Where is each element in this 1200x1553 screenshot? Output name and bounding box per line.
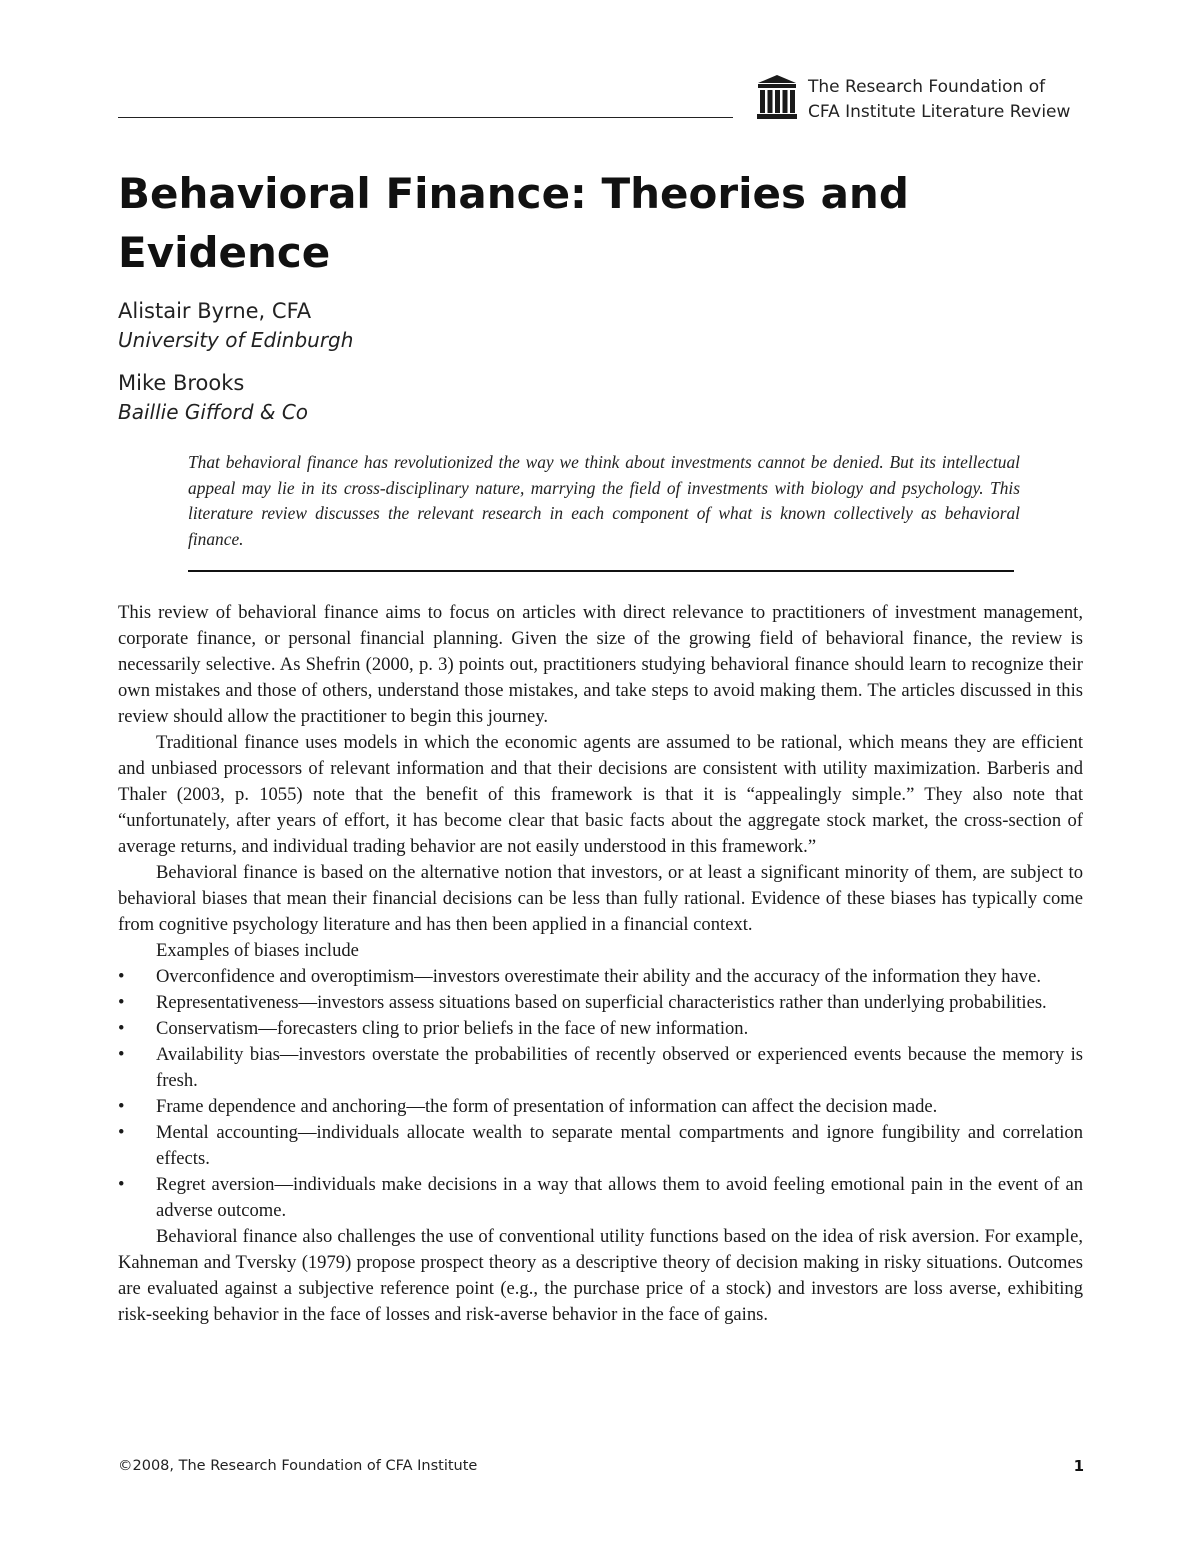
series-label-line1: The Research Foundation of	[808, 77, 1046, 97]
paragraph-intro: This review of behavioral finance aims to focus on articles with direct relevance to practitioners of investment management, corporate finance, or personal financial planning. Given the size of the growing field of behavioral finance, the review is necessarily selective. As Shefrin (2000, p. 3) points out, practitioners studying behavioral finance should learn to recognize their own mistakes and those of others, understand those mistakes, and take steps to avoid making them. The articles discussed in this review should allow the practitioner to begin this journey.	[118, 602, 1083, 727]
list-item	[118, 1042, 1083, 1094]
list-item-text: Overconfidence and overoptimism—investors overestimate their ability and the accuracy of the information they have.	[156, 966, 1041, 987]
list-item	[118, 964, 1083, 990]
bullet-icon: •	[118, 1174, 125, 1195]
list-item	[118, 1094, 1083, 1120]
list-item	[118, 1016, 1083, 1042]
list-item-text: Conservatism—forecasters cling to prior beliefs in the face of new information.	[156, 1018, 749, 1039]
page-number: 1	[1073, 1457, 1084, 1475]
list-item-text: Frame dependence and anchoring—the form of presentation of information can affect the decision made.	[156, 1096, 938, 1117]
list-item-text: Mental accounting—individuals allocate wealth to separate mental compartments and ignore fungibility and correlation effects.	[156, 1122, 1083, 1169]
list-item-text: Availability bias—investors overstate the probabilities of recently observed or experienced events because the memory is fresh.	[156, 1044, 1083, 1091]
list-item	[118, 990, 1083, 1016]
list-item	[118, 1172, 1083, 1224]
author-name-2: Mike Brooks	[118, 371, 245, 395]
bullet-icon: •	[118, 1122, 125, 1143]
paragraph-prospect-theory: Behavioral finance also challenges the use of conventional utility functions based on the idea of risk aversion. For example, Kahneman and Tversky (1979) propose prospect theory as a descriptive theory of decision making in risky situations. Outcomes are evaluated against a subjective reference point (e.g., the purchase price of a stock) and investors are loss averse, exhibiting risk-seeking behavior in the face of losses and risk-averse behavior in the face of gains.	[118, 1226, 1083, 1325]
series-label	[808, 75, 1070, 125]
bullet-icon: •	[118, 992, 125, 1013]
author-affiliation-1: University of Edinburgh	[118, 328, 354, 352]
paragraph-examples-lead: Examples of biases include	[156, 940, 359, 961]
series-label-line2: CFA Institute Literature Review	[808, 102, 1071, 122]
bullet-icon: •	[118, 1018, 125, 1039]
bullet-icon: •	[118, 1044, 125, 1065]
abstract-rule	[188, 570, 1014, 572]
abstract: That behavioral finance has revolutionized the way we think about investments cannot be denied. But its intellectual appeal may lie in its cross-disciplinary nature, marrying the field of investments with biology and psychology. This literature review discusses the relevant research in each component of what is known collectively as behavioral finance.	[188, 452, 1020, 549]
paragraph-traditional-finance: Traditional finance uses models in which the economic agents are assumed to be rational, which means they are efficient and unbiased processors of relevant information and that their decisions are consistent with utility maximization. Barberis and Thaler (2003, p. 1055) note that the benefit of this framework is that it is “appealingly simple.” They also note that “unfortunately, after years of effort, it has become clear that basic facts about the aggregate stock market, the cross-section of average returns, and individual trading behavior are not easily understood in this framework.”	[118, 732, 1083, 857]
copyright-footer: ©2008, The Research Foundation of CFA Institute	[118, 1458, 478, 1474]
bullet-icon: •	[118, 966, 125, 987]
body-text	[118, 600, 1083, 1328]
list-item-text: Representativeness—investors assess situations based on superficial characteristics rather than underlying probabilities.	[156, 992, 1047, 1013]
list-item	[118, 1120, 1083, 1172]
list-item-text: Regret aversion—individuals make decisions in a way that allows them to avoid feeling emotional pain in the event of an adverse outcome.	[156, 1174, 1083, 1221]
paragraph-behavioral-finance: Behavioral finance is based on the alternative notion that investors, or at least a significant minority of them, are subject to behavioral biases that mean their financial decisions can be less than fully rational. Evidence of these biases has typically come from cognitive psychology literature and has then been applied in a financial context.	[118, 862, 1083, 935]
bias-list	[118, 964, 1083, 1224]
header-rule	[118, 117, 733, 118]
author-affiliation-2: Baillie Gifford & Co	[118, 400, 309, 424]
author-name-1: Alistair Byrne, CFA	[118, 299, 312, 323]
bullet-icon: •	[118, 1096, 125, 1117]
building-columns-icon	[756, 74, 798, 120]
paper-title: Behavioral Finance: Theories and Evidence	[118, 169, 909, 277]
